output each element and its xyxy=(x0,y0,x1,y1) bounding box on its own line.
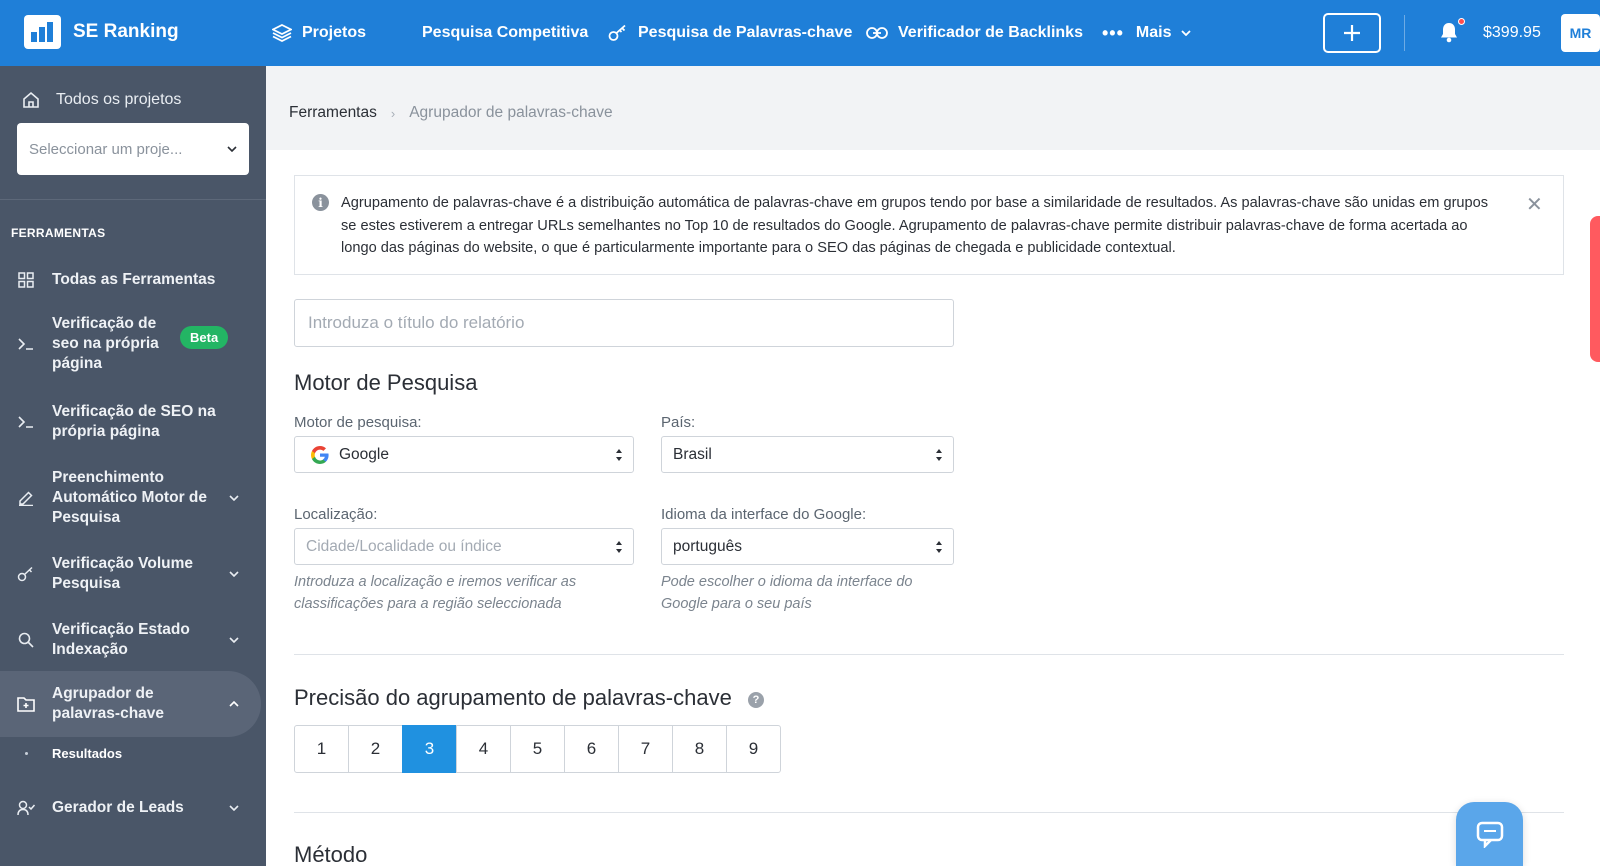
user-check-icon xyxy=(16,798,36,818)
logo-icon xyxy=(24,15,61,49)
beta-badge: Beta xyxy=(180,326,228,349)
breadcrumb-separator-icon: › xyxy=(390,105,396,121)
sidebar-section-title: FERRAMENTAS xyxy=(11,226,106,240)
precision-option[interactable]: 4 xyxy=(456,725,511,773)
search-engine-heading: Motor de Pesquisa xyxy=(294,370,478,395)
help-icon[interactable]: ? xyxy=(748,692,764,708)
precision-option-selected[interactable]: 3 xyxy=(402,725,457,773)
sidebar-subitem-results[interactable]: Resultados xyxy=(52,746,123,761)
link-icon xyxy=(866,26,888,40)
engine-select[interactable]: Google xyxy=(294,436,634,473)
select-arrows-icon xyxy=(935,447,943,463)
chevron-down-icon xyxy=(229,571,239,577)
sidebar-item-keyword-grouper[interactable]: Agrupador de palavras-chave xyxy=(0,671,261,737)
chevron-down-icon xyxy=(229,637,239,643)
precision-option[interactable]: 5 xyxy=(510,725,565,773)
chat-icon xyxy=(1475,820,1505,848)
notifications-bell-icon[interactable] xyxy=(1440,22,1458,48)
terminal-icon xyxy=(16,334,36,354)
pencil-icon xyxy=(16,488,36,508)
sidebar-item-all-tools[interactable]: Todas as Ferramentas xyxy=(0,268,266,292)
breadcrumb xyxy=(289,104,613,122)
divider xyxy=(1404,15,1405,51)
sidebar-item-onpage-seo-check-beta[interactable]: Verificação de seo na própria página xyxy=(0,312,266,376)
engine-label: Motor de pesquisa: xyxy=(294,414,422,431)
notification-dot xyxy=(1458,18,1465,25)
sidebar-divider xyxy=(0,199,266,200)
nav-more[interactable]: ••• Mais xyxy=(1102,0,1191,66)
app-logo[interactable] xyxy=(24,15,179,49)
info-icon: i xyxy=(312,194,329,211)
app-name: SE Ranking xyxy=(73,21,179,42)
nav-backlink-checker[interactable]: Verificador de Backlinks xyxy=(866,0,1083,66)
report-title-input[interactable] xyxy=(294,299,954,347)
sidebar-item-search-autocomplete[interactable]: Preenchimento Automático Motor de Pesquisa xyxy=(0,466,266,530)
plus-icon xyxy=(1343,24,1361,42)
key-icon xyxy=(608,24,628,42)
layers-icon xyxy=(272,24,292,42)
precision-selector xyxy=(294,725,781,773)
terminal-icon xyxy=(16,412,36,432)
location-select[interactable]: Cidade/Localidade ou índice xyxy=(294,528,634,565)
sidebar-item-onpage-seo-check[interactable]: Verificação de SEO na própria página xyxy=(0,400,266,444)
chevron-up-icon xyxy=(229,701,239,707)
sidebar-item-lead-generator[interactable]: Gerador de Leads xyxy=(0,796,266,820)
key-icon xyxy=(16,564,36,584)
nav-competitive-research[interactable]: Pesquisa Competitiva xyxy=(422,24,589,41)
project-select[interactable]: Seleccionar um proje... xyxy=(17,123,249,175)
select-arrows-icon xyxy=(615,447,623,463)
select-arrows-icon xyxy=(935,539,943,555)
precision-heading: Precisão do agrupamento de palavras-chave xyxy=(294,685,732,710)
add-button[interactable] xyxy=(1323,13,1381,53)
precision-option[interactable]: 8 xyxy=(672,725,727,773)
sidebar-item-all-projects[interactable]: Todos os projetos xyxy=(22,91,181,109)
top-navigation-bar xyxy=(0,0,1600,66)
sidebar-item-index-status-check[interactable]: Verificação Estado Indexação xyxy=(0,618,266,662)
precision-option[interactable]: 1 xyxy=(294,725,349,773)
info-text: Agrupamento de palavras-chave é a distribuição automática de palavras-chave em grupos tendo por base a similaridade de resultados. As palavras-chave são unidas em grupos se estes estiverem a entregar URLs semelhantes no Top 10 de resultados do Google. Agrupamento de palavras-chave permite distribuir palavras-chave de forma acertada ao longo das páginas do website, o que é particularmente importante para o SEO das páginas de chegada e publicidade contextual. xyxy=(341,195,1489,256)
breadcrumb-current: Agrupador de palavras-chave xyxy=(409,104,613,121)
more-dots-icon: ••• xyxy=(1102,22,1124,43)
precision-option[interactable]: 9 xyxy=(726,725,781,773)
avatar[interactable]: MR xyxy=(1561,14,1600,52)
precision-option[interactable]: 2 xyxy=(348,725,403,773)
chevron-down-icon xyxy=(229,495,239,501)
grid-icon xyxy=(16,270,36,290)
select-arrows-icon xyxy=(615,539,623,555)
precision-option[interactable]: 7 xyxy=(618,725,673,773)
google-icon xyxy=(311,446,329,464)
account-balance[interactable]: $399.95 xyxy=(1483,24,1541,41)
chevron-down-icon xyxy=(1181,30,1191,36)
chat-button[interactable] xyxy=(1456,802,1523,866)
home-icon xyxy=(22,91,40,109)
sidebar-item-search-volume-check[interactable]: Verificação Volume Pesquisa xyxy=(0,552,266,596)
chevron-down-icon xyxy=(229,805,239,811)
bullet xyxy=(25,752,28,755)
language-hint: Pode escolher o idioma da interface do Google para o seu país xyxy=(661,574,913,612)
country-label: País: xyxy=(661,414,696,431)
close-icon[interactable]: ✕ xyxy=(1526,194,1543,216)
language-select[interactable]: português xyxy=(661,528,954,565)
language-label: Idioma da interface do Google: xyxy=(661,506,867,523)
folder-plus-icon xyxy=(16,694,36,714)
feedback-tab[interactable] xyxy=(1590,216,1600,362)
section-divider xyxy=(294,812,1564,813)
section-divider xyxy=(294,654,1564,655)
location-label: Localização: xyxy=(294,506,378,523)
chevron-down-icon xyxy=(227,146,237,152)
info-notice xyxy=(294,175,1564,275)
breadcrumb-tools-link[interactable]: Ferramentas xyxy=(289,104,377,121)
nav-keyword-research[interactable]: Pesquisa de Palavras-chave xyxy=(608,0,852,66)
country-select[interactable]: Brasil xyxy=(661,436,954,473)
nav-projects[interactable]: Projetos xyxy=(272,0,366,66)
precision-option[interactable]: 6 xyxy=(564,725,619,773)
method-heading: Método xyxy=(294,842,368,866)
search-icon xyxy=(16,630,36,650)
location-hint: Introduza a localização e iremos verificar as classificações para a região seleccionada xyxy=(294,574,577,612)
